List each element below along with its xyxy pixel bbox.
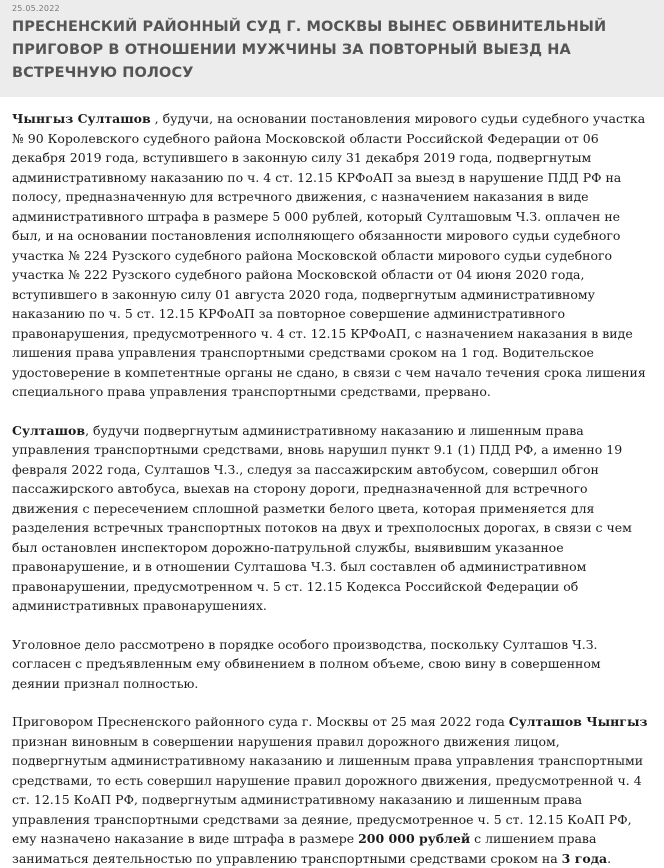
article-body: [0, 97, 664, 868]
paragraph-1-text: , будучи, на основании постановления мирового судьи судебного участка № 90 Королевского судебного района Московской области Российской Федерации от 06 декабря 2019 года, вступившего в законную силу 31 декабря 2019 года, подвергнутым административному наказанию по ч. 4 ст. 12.15 КРФоАП за выезд в нарушение ПДД РФ на полосу, предназначенную для встречного движения, с назначением наказания в виде административного штрафа в размере 5 000 рублей, который Султашовым Ч.З. оплачен не был, и на основании постановления исполняющего обязанности мирового судьи судебного участка № 224 Рузского судебного района Московской области мирового судьи судебного участка № 222 Рузского судебного района Московской области от 04 июня 2020 года, вступившего в законную силу 01 августа 2020 года, подвергнутым административному наказанию по ч. 5 ст. 12.15 КРФоАП за повторное совершение административного правонарушения, предусмотренного ч. 4 ст. 12.15 КРФоАП, с назначением наказания в виде лишения права управления транспортными средствами сроком на 1 год. Водительское удостоверение в компетентные органы не сдано, в связи с чем начало течения срока лишения специального права управления транспортными средствами, прервано.: [12, 111, 646, 399]
defendant-name: Чынгыз Султашов: [12, 111, 151, 126]
fine-amount: 200 000 рублей: [358, 831, 471, 846]
paragraph-1: [12, 109, 652, 402]
ban-duration: 3 года: [561, 850, 608, 866]
paragraph-4-text-b: признан виновным в совершении нарушения правил дорожного движения лицом, подвергнутым административному наказанию и лишенным права управления транспортными средствами, то есть совершил нарушение правил дорожного движения, предусмотренной ч. 4 ст. 12.15 КоАП РФ, подвергнутым административному наказанию и лишенным права управления транспортными средствами за деяние, предусмотренное ч. 5 ст. 12.15 КоАП РФ, ему назначено наказание в виде штрафа в размере: [12, 733, 644, 846]
paragraph-4-text-d: .: [607, 850, 612, 866]
publication-date: 25.05.2022: [12, 4, 60, 13]
convicted-name: Султашов Чынгыз: [508, 714, 648, 729]
paragraph-4-text-c: с лишением права заниматься деятельностью по управлению транспортными средствами сроком на: [12, 831, 597, 866]
article-headline: ПРЕСНЕНСКИЙ РАЙОННЫЙ СУД Г. МОСКВЫ ВЫНЕС ОБВИНИТЕЛЬНЫЙ ПРИГОВОР В ОТНОШЕНИИ МУЖЧИНЫ ЗА ПОВТОРНЫЙ ВЫЕЗД НА ВСТРЕЧНУЮ ПОЛОСУ: [12, 19, 607, 81]
paragraph-2-text: , будучи подвергнутым административному наказанию и лишенным права управления транспортными средствами, вновь нарушил пункт 9.1 (1) ПДД РФ, а именно 19 февраля 2022 года, Султашов Ч.З., следуя за пассажирским автобусом, совершил обгон пассажирского автобуса, выехав на сторону дороги, предназначенной для встречного движения с пересечением сплошной разметки белого цвета, которая применяется для разделения встречных транспортных потоков на двух и трехполосных дорогах, в связи с чем был остановлен инспектором дорожно-патрульной службы, выявившим указанное правонарушение, и в отношении Султашова Ч.З. был составлен об административном правонарушении, предусмотренном ч. 5 ст. 12.15 Кодекса Российской Федерации об административных правонарушениях.: [12, 422, 632, 613]
article-header: [0, 0, 664, 97]
paragraph-3-text: Уголовное дело рассмотрено в порядке особого производства, поскольку Султашов Ч.З. согласен с предъявленным ему обвинением в полном объеме, свою вину в совершенном деянии признал полностью.: [12, 636, 601, 691]
paragraph-2: [12, 421, 652, 616]
defendant-surname: Султашов: [12, 422, 86, 438]
paragraph-4-text-a: Приговором Пресненского районного суда г. Москвы от 25 мая 2022 года: [12, 714, 509, 729]
paragraph-3: [12, 635, 652, 694]
paragraph-4: [12, 712, 652, 868]
